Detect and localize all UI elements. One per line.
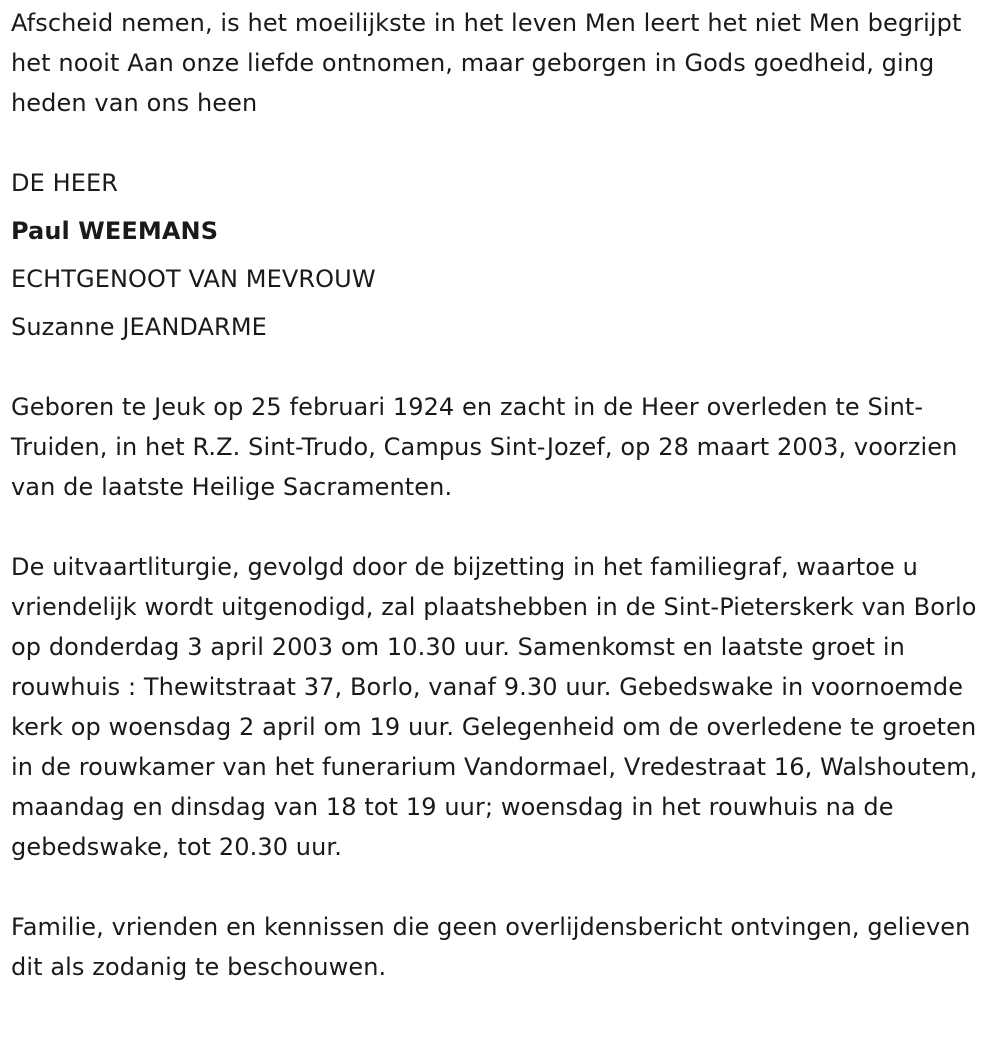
- deceased-name: Paul WEEMANS: [11, 217, 219, 245]
- spacer: [11, 123, 996, 163]
- spacer: [11, 867, 996, 907]
- spacer: [11, 347, 996, 387]
- intro-paragraph: Afscheid nemen, is het moeilijkste in het leven Men leert het niet Men begrijpt het nooit Aan onze liefde ontnomen, maar geborgen in Gods goedheid, ging heden van ons heen: [11, 9, 962, 117]
- obituary-notice: [11, 3, 996, 987]
- spacer: [11, 507, 996, 547]
- birth-death-paragraph: Geboren te Jeuk op 25 februari 1924 en zacht in de Heer overleden te Sint-Truiden, in het R.Z. Sint-Trudo, Campus Sint-Jozef, op 28 maart 2003, voorzien van de laatste Heilige Sacramenten.: [11, 393, 958, 501]
- deceased-block: [11, 159, 996, 351]
- closing-paragraph: Familie, vrienden en kennissen die geen overlijdensbericht ontvingen, gelieven dit als zodanig te beschouwen.: [11, 913, 971, 981]
- spouse-name: Suzanne JEANDARME: [11, 313, 267, 341]
- funeral-info-paragraph: De uitvaartliturgie, gevolgd door de bijzetting in het familiegraf, waartoe u vriendelijk wordt uitgenodigd, zal plaatshebben in de Sint-Pieterskerk van Borlo op donderdag 3 april 2003 om 10.30 uur. Samenkomst en laatste groet in rouwhuis : Thewitstraat 37, Borlo, vanaf 9.30 uur. Gebedswake in voornoemde kerk op woensdag 2 april om 19 uur. Gelegenheid om de overledene te groeten in de rouwkamer van het funerarium Vandormael, Vredestraat 16, Walshoutem, maandag en dinsdag van 18 tot 19 uur; woensdag in het rouwhuis na de gebedswake, tot 20.30 uur.: [11, 553, 978, 861]
- title-line: DE HEER: [11, 169, 119, 197]
- spouse-label: ECHTGENOOT VAN MEVROUW: [11, 265, 376, 293]
